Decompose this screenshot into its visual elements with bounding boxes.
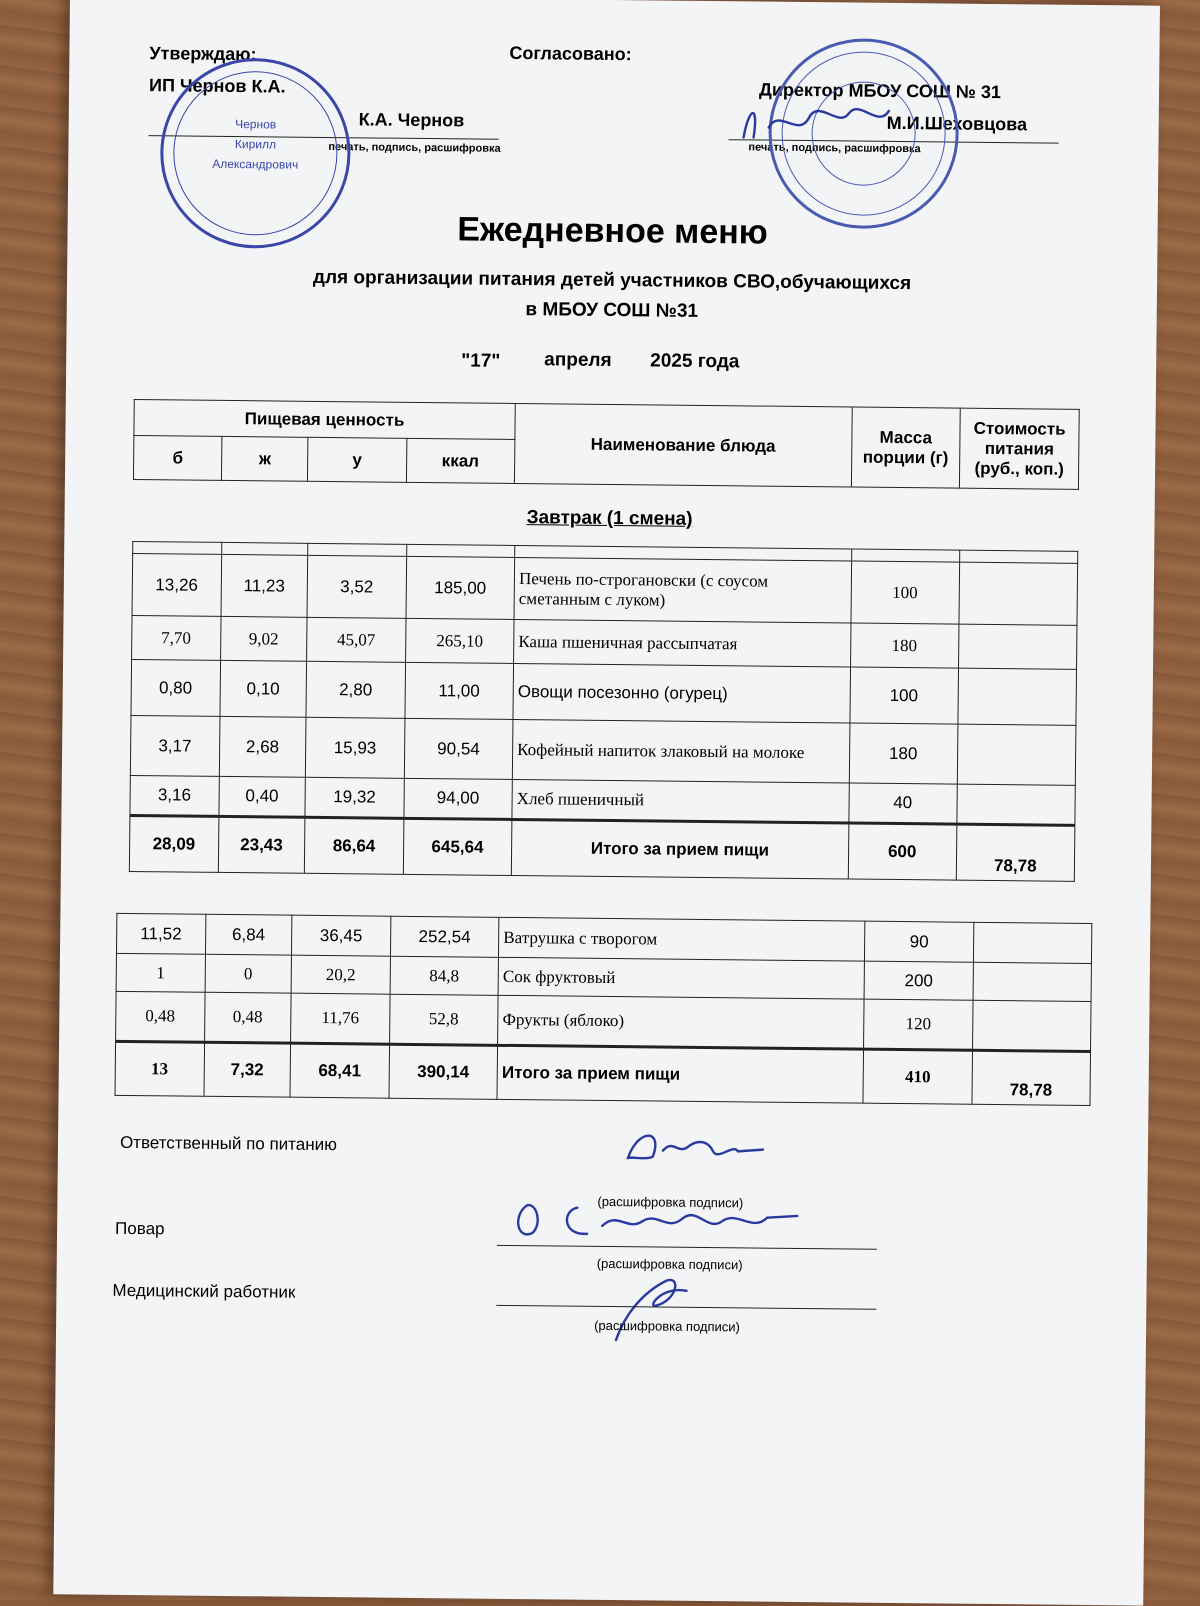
cell-cost: [958, 668, 1077, 725]
cell-mass: 180: [850, 623, 959, 668]
cell-u: 3,52: [307, 555, 406, 618]
medic-label: Медицинский работник: [112, 1280, 296, 1302]
cook-label: Повар: [115, 1218, 165, 1239]
total-kcal: 645,64: [403, 818, 512, 875]
cell-b: 3,16: [130, 775, 219, 816]
total-b: 28,09: [129, 815, 218, 872]
cell-kcal: 94,00: [404, 778, 513, 819]
cell-b: 7,70: [132, 615, 221, 660]
cell-u: 11,76: [291, 993, 390, 1044]
total-row: [129, 815, 1075, 881]
cell-mass: 90: [865, 921, 974, 962]
cell-kcal: 11,00: [405, 662, 514, 719]
cell-mass: 100: [850, 561, 959, 624]
cell-zh: 0: [205, 954, 292, 993]
total-b: 13: [115, 1041, 204, 1096]
cell-u: 15,93: [306, 717, 405, 778]
cell-mass: 40: [848, 783, 957, 824]
cell-u: 2,80: [306, 661, 405, 718]
cook-signature: [507, 1195, 808, 1248]
total-u: 68,41: [290, 1043, 389, 1098]
cell-b: 1: [116, 953, 205, 992]
sign-caption-right: печать, подпись, расшифровка: [748, 141, 921, 156]
cell-mass: 100: [849, 667, 958, 724]
cell-dish: Ватрушка с творогом: [499, 917, 866, 961]
caption-cook: (расшифровка подписи): [596, 1255, 743, 1273]
cell-dish: Хлеб пшеничный: [512, 779, 849, 823]
total-zh: 23,43: [218, 816, 305, 873]
cell-zh: 11,23: [221, 554, 308, 617]
cell-cost: [958, 624, 1077, 669]
header-table: [133, 399, 1080, 490]
cell-kcal: 185,00: [406, 556, 515, 619]
responsible-label: Ответственный по питанию: [119, 1132, 338, 1155]
header-dish: Наименование блюда: [514, 403, 852, 487]
cell-u: 19,32: [305, 777, 404, 818]
date-month: апреля: [544, 349, 612, 371]
header-mass: Масса порции (г): [851, 407, 960, 488]
cell-zh: 0,10: [220, 660, 307, 717]
cell-zh: 0,48: [204, 992, 291, 1043]
cell-dish: Печень по-строгановски (с соусом сметанным с луком): [514, 557, 851, 623]
total-row: [115, 1041, 1091, 1105]
cell-mass: 200: [864, 961, 973, 1000]
cell-cost: [959, 562, 1078, 625]
director-name: М.И.Шеховцова: [886, 112, 1028, 135]
header-u: у: [308, 437, 407, 482]
date-day: "17": [461, 350, 501, 372]
cell-kcal: 84,8: [390, 956, 499, 995]
breakfast-table: [129, 541, 1078, 882]
cell-b: 0,48: [116, 991, 205, 1042]
header-cost: Стоимость питания (руб., коп.): [960, 408, 1080, 489]
cell-dish: Каша пшеничная рассыпчатая: [514, 619, 851, 667]
cell-mass: 180: [849, 723, 958, 784]
total-label: Итого за прием пищи: [511, 819, 848, 879]
sign-caption-left: печать, подпись, расшифровка: [328, 141, 501, 155]
total-zh: 7,32: [204, 1042, 291, 1097]
header-kcal: ккал: [406, 438, 515, 483]
cell-zh: 6,84: [205, 914, 292, 955]
cell-b: 11,52: [116, 913, 205, 954]
subtitle-line-1: для организации питания детей участников СВО,обучающихся: [312, 266, 912, 295]
total-label: Итого за прием пищи: [497, 1045, 864, 1103]
approve-label: Утверждаю:: [149, 43, 257, 65]
cell-zh: 2,68: [219, 716, 306, 777]
cell-mass: 120: [864, 999, 973, 1050]
cell-u: 45,07: [307, 617, 406, 662]
cell-kcal: 52,8: [389, 994, 498, 1045]
agreed-label: Согласовано:: [509, 42, 632, 65]
seal-line-2: Кирилл: [234, 137, 277, 152]
cell-b: 0,80: [131, 659, 220, 716]
table-row: [130, 715, 1076, 785]
cell-u: 20,2: [291, 955, 390, 994]
section-title-breakfast: Завтрак (1 смена): [526, 507, 693, 530]
date-year: 2025 года: [650, 350, 740, 373]
caption-responsible: (расшифровка подписи): [597, 1193, 744, 1211]
cell-kcal: 265,10: [405, 618, 514, 663]
total-u: 86,64: [305, 817, 404, 874]
total-cost: 78,78: [972, 1050, 1091, 1105]
seal-line-1: Чернов: [235, 117, 277, 132]
cell-b: 13,26: [132, 553, 221, 616]
cell-zh: 9,02: [220, 616, 307, 661]
cell-dish: Кофейный напиток злаковый на молоке: [512, 719, 849, 783]
cell-kcal: 252,54: [390, 916, 499, 957]
cell-cost: [973, 962, 1092, 1001]
cell-cost: [957, 784, 1076, 825]
cell-kcal: 90,54: [404, 718, 513, 779]
responsible-signature: [618, 1120, 769, 1172]
cell-cost: [957, 724, 1076, 785]
table-row: [131, 659, 1077, 725]
cell-cost: [972, 1000, 1091, 1051]
medic-signature: [586, 1270, 707, 1351]
header-nutrition: Пищевая ценность: [134, 399, 515, 439]
cell-dish: Фрукты (яблоко): [498, 995, 865, 1049]
cell-cost: [973, 922, 1092, 963]
page-title: Ежедневное меню: [457, 210, 769, 252]
subtitle-line-2: в МБОУ СОШ №31: [525, 299, 699, 322]
cell-dish: Овощи посезонно (огурец): [513, 663, 850, 723]
snack-table: [114, 913, 1092, 1106]
approver-org: ИП Чернов К.А.: [148, 75, 286, 97]
cell-dish: Сок фруктовый: [498, 957, 865, 999]
total-cost: 78,78: [956, 824, 1075, 881]
total-mass: 410: [863, 1049, 972, 1104]
table-row: [132, 553, 1078, 625]
caption-medic: (расшифровка подписи): [594, 1317, 741, 1335]
approver-sign-name: К.А. Чернов: [358, 109, 465, 131]
header-b: б: [133, 435, 222, 480]
director-signature: [738, 97, 899, 149]
cell-u: 36,45: [292, 915, 391, 956]
menu-document: [53, 0, 1160, 1606]
director-title: Директор МБОУ СОШ № 31: [758, 79, 1002, 103]
total-kcal: 390,14: [389, 1044, 498, 1099]
cell-b: 3,17: [130, 715, 219, 776]
header-zh: ж: [222, 436, 309, 481]
total-mass: 600: [848, 823, 957, 880]
seal-line-3: Александрович: [212, 156, 299, 172]
cell-zh: 0,40: [219, 776, 306, 817]
